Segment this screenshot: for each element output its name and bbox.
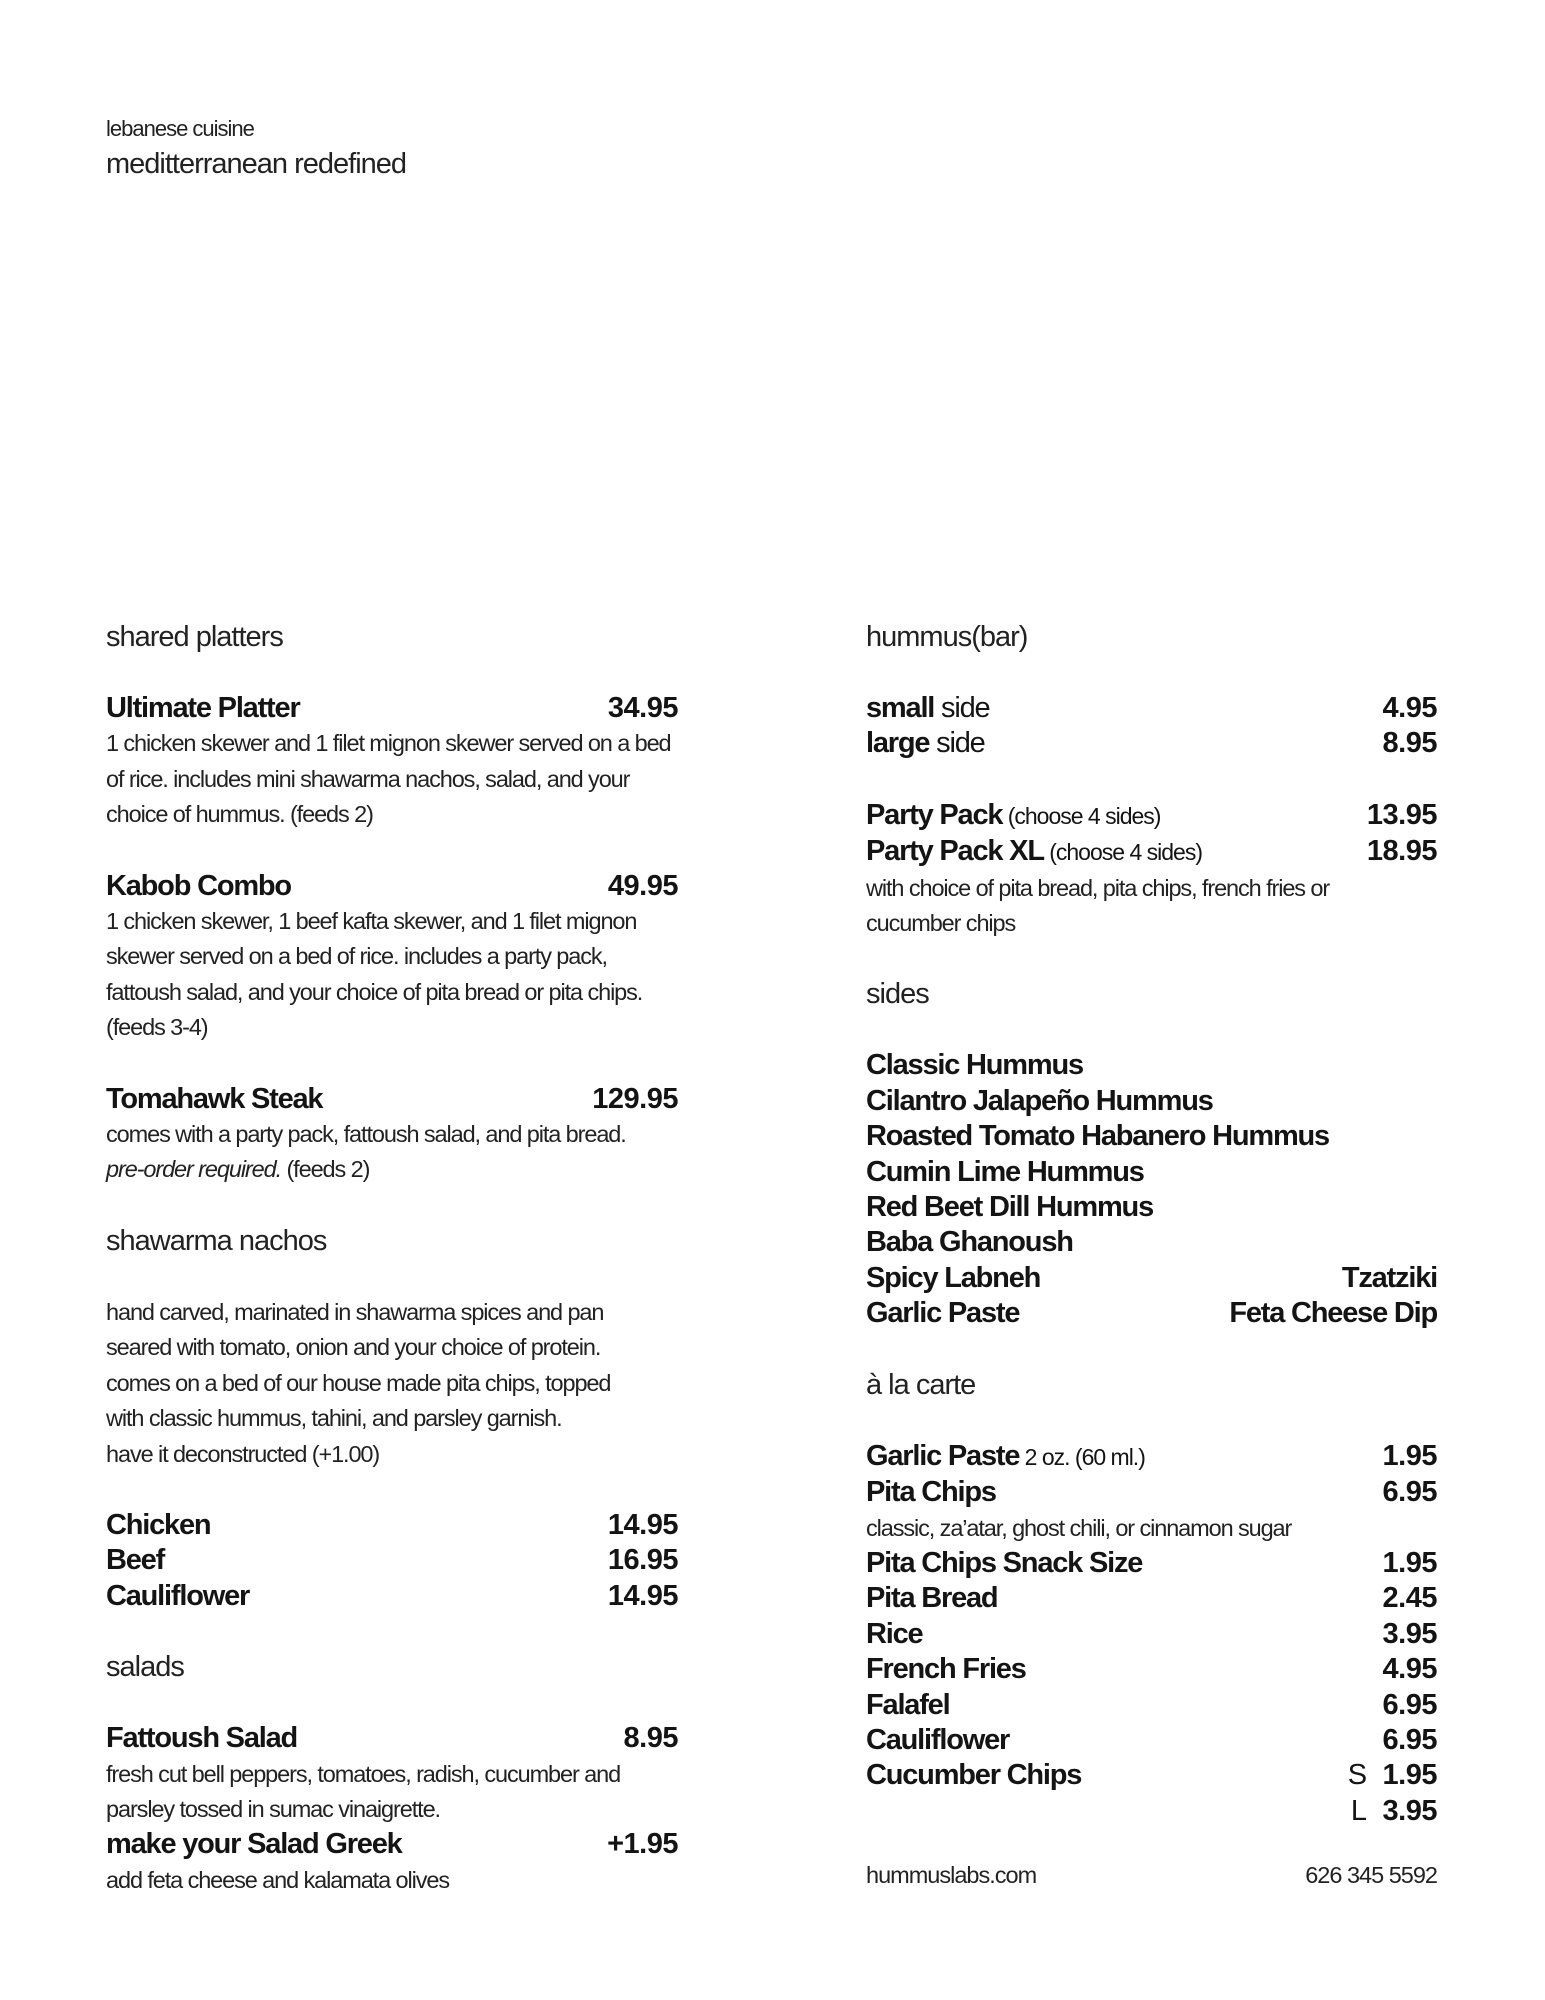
item-name: Cauliflower [106, 1579, 250, 1612]
menu-item-party-pack-xl [866, 834, 1437, 870]
item-label: side [929, 727, 985, 760]
item-name: Ultimate Platter [106, 692, 300, 724]
item-description [106, 1117, 678, 1188]
menu-item [866, 1652, 1437, 1687]
menu-item-chicken [106, 1508, 678, 1543]
section-title-sides: sides [866, 978, 929, 1011]
menu-item-party-pack [866, 798, 1437, 834]
feeds-note: (feeds 2) [281, 1156, 370, 1183]
item-description: add feta cheese and kalamata olives [106, 1866, 449, 1893]
side-item-pair [866, 1296, 1437, 1331]
side-item: Cumin Lime Hummus [866, 1155, 1144, 1188]
menu-item-ultimate-platter [106, 691, 678, 833]
item-price: 8.95 [623, 1722, 678, 1755]
item-description: 1 chicken skewer, 1 beef kafta skewer, and 1 filet mignon skewer served on a bed of rice. includes a party pack, fattoush salad, and your choice of pita bread or pita chips. (feeds 3-4) [106, 908, 643, 1041]
side-item: Red Beet Dill Hummus [866, 1191, 1153, 1224]
menu-item-garlic-paste [866, 1439, 1437, 1475]
item-price: 14.95 [607, 1508, 678, 1541]
menu-item [866, 1688, 1437, 1723]
item-name: French Fries [866, 1653, 1026, 1686]
menu-item-cucumber-chips [866, 1758, 1437, 1793]
item-name: Garlic Paste [866, 1439, 1020, 1472]
item-name: Party Pack XL [866, 835, 1044, 868]
menu-item-tomahawk-steak [106, 1082, 678, 1188]
item-note: 2 oz. (60 ml.) [1019, 1443, 1145, 1470]
menu-item-beef [106, 1543, 678, 1578]
website-link[interactable]: hummuslabs.com [866, 1862, 1037, 1888]
item-name: Pita Bread [866, 1582, 998, 1615]
item-name: Party Pack [866, 798, 1003, 831]
menu-item [866, 1581, 1437, 1616]
section-title-hummus-bar: hummus(bar) [866, 621, 1028, 653]
left-column [106, 620, 678, 1898]
party-pack-description: with choice of pita bread, pita chips, french fries or cucumber chips [866, 874, 1330, 937]
menu-item-greek-salad [106, 1827, 678, 1898]
size-large-label: L [1350, 1794, 1367, 1827]
menu-item [866, 1723, 1437, 1758]
item-price: 6.95 [1382, 1688, 1437, 1721]
pita-chips-flavors: classic, za’atar, ghost chili, or cinnamon sugar [866, 1514, 1292, 1541]
item-price: 2.45 [1382, 1582, 1437, 1615]
footer [866, 1862, 1437, 1889]
item-price: 3.95 [1382, 1617, 1437, 1650]
item-price: 13.95 [1366, 798, 1437, 831]
shawarma-description: hand carved, marinated in shawarma spices and pan seared with tomato, onion and your choice of protein. comes on a bed of our house made pita chips, topped with classic hummus, tahini, and parsley garnish. [106, 1298, 611, 1432]
menu-item-kabob-combo [106, 869, 678, 1046]
item-name: Kabob Combo [106, 869, 291, 902]
item-price: 4.95 [1382, 1653, 1437, 1686]
item-name: Cauliflower [866, 1723, 1010, 1756]
section-title-shawarma-nachos: shawarma nachos [106, 1224, 327, 1257]
menu-item-large-side [866, 726, 1437, 761]
description-text: comes with a party pack, fattoush salad, and pita bread. [106, 1121, 626, 1148]
menu-item-cauliflower [106, 1579, 678, 1614]
side-item: Baba Ghanoush [866, 1226, 1073, 1259]
tagline-small: lebanese cuisine [106, 116, 254, 141]
item-price: 8.95 [1382, 727, 1437, 760]
section-title-shared-platters: shared platters [106, 621, 283, 653]
side-item-pair [866, 1261, 1437, 1296]
section-title-salads: salads [106, 1651, 184, 1684]
item-name: Pita Chips [866, 1476, 996, 1509]
side-item: Tzatziki [1341, 1261, 1437, 1294]
item-name: make your Salad Greek [106, 1828, 402, 1861]
item-price: 14.95 [607, 1579, 678, 1612]
item-price: 129.95 [592, 1082, 678, 1115]
item-price: 6.95 [1382, 1723, 1437, 1756]
item-price: 1.95 [1382, 1439, 1437, 1472]
side-item: Classic Hummus [866, 1049, 1083, 1082]
item-description: 1 chicken skewer and 1 filet mignon skewer served on a bed of rice. includes mini shawarma nachos, salad, and your choice of hummus. (feeds 2) [106, 730, 671, 828]
item-price: 1.95 [1382, 1546, 1437, 1579]
item-price: 18.95 [1366, 835, 1437, 868]
right-column [866, 620, 1437, 1829]
item-price-small: 1.95 [1382, 1759, 1437, 1792]
menu-item [866, 1617, 1437, 1652]
menu-item-fattoush-salad [106, 1721, 678, 1827]
item-price: +1.95 [607, 1828, 678, 1861]
item-price: 4.95 [1382, 692, 1437, 724]
side-item: Feta Cheese Dip [1229, 1297, 1437, 1330]
item-description: fresh cut bell peppers, tomatoes, radish, cucumber and parsley tossed in sumac vinaigrette. [106, 1760, 621, 1822]
item-price: 16.95 [607, 1544, 678, 1577]
item-name: Cucumber Chips [866, 1759, 1082, 1792]
menu-item-small-side [866, 691, 1437, 726]
side-item: Roasted Tomato Habanero Hummus [866, 1120, 1329, 1153]
deconstructed-note: have it deconstructed (+1.00) [106, 1440, 380, 1467]
side-item: Garlic Paste [866, 1297, 1020, 1330]
phone-number[interactable]: 626 345 5592 [1305, 1862, 1437, 1888]
menu-item [866, 1546, 1437, 1581]
item-name: Beef [106, 1544, 165, 1577]
size-small-label: S [1347, 1759, 1367, 1792]
item-note: (choose 4 sides) [1002, 802, 1161, 829]
item-size: small [866, 692, 935, 724]
side-item: Cilantro Jalapeño Hummus [866, 1084, 1213, 1117]
item-name: Pita Chips Snack Size [866, 1546, 1143, 1579]
item-price: 6.95 [1382, 1476, 1437, 1509]
pre-order-note: pre-order required. [106, 1156, 282, 1183]
item-name: Chicken [106, 1508, 211, 1541]
menu-item-pita-chips [866, 1475, 1437, 1510]
item-price-large: 3.95 [1382, 1794, 1437, 1827]
item-name: Fattoush Salad [106, 1722, 298, 1755]
tagline-large: meditterranean redefined [106, 148, 407, 180]
item-name: Falafel [866, 1688, 950, 1721]
item-price: 34.95 [607, 692, 678, 724]
item-name: Tomahawk Steak [106, 1082, 323, 1115]
item-size: large [866, 727, 930, 760]
side-item: Spicy Labneh [866, 1261, 1041, 1294]
item-name: Rice [866, 1617, 923, 1650]
item-label: side [934, 692, 990, 724]
item-price: 49.95 [607, 869, 678, 902]
menu-item-cucumber-chips-large [866, 1794, 1437, 1829]
section-title-a-la-carte: à la carte [866, 1368, 976, 1401]
item-note: (choose 4 sides) [1043, 839, 1202, 866]
